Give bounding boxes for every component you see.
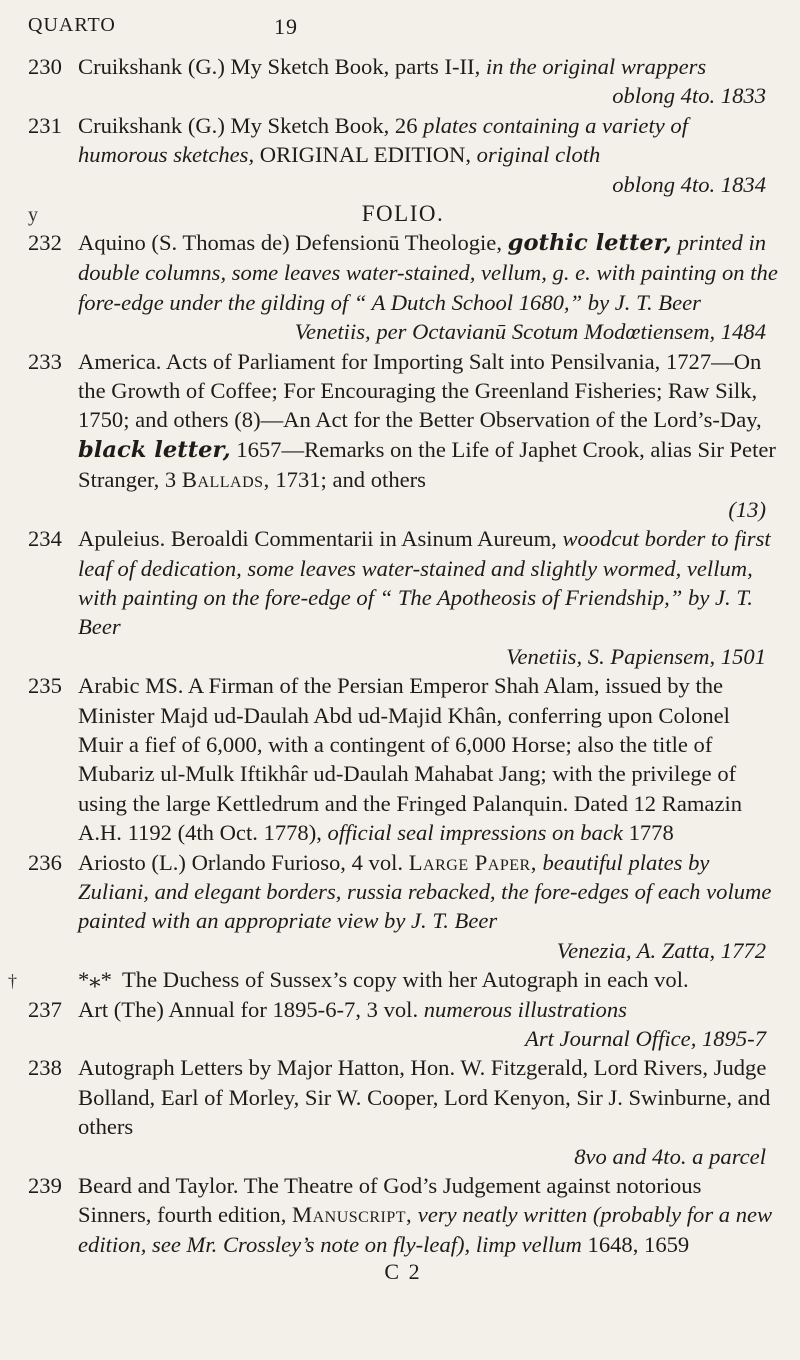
- entry-imprint: (13): [728, 496, 766, 522]
- entry-description: [78, 1171, 778, 1259]
- lot-number: 233: [28, 348, 62, 374]
- entry-imprint: Venezia, A. Zatta, 1772: [556, 937, 766, 963]
- entry-text-run: original cloth: [476, 142, 601, 168]
- catalogue-entry: [28, 848, 778, 966]
- entry-text-run: Cruikshank (G.) My Sketch Book, parts I-II,: [78, 54, 486, 79]
- catalogue-entry: [28, 524, 778, 671]
- note-text: The Duchess of Sussex’s copy with her Autograph in each vol.: [122, 967, 689, 993]
- entry-text-run: numerous illustrations: [423, 996, 627, 1022]
- catalogue-entry: [28, 995, 778, 1054]
- catalogue-entry: [28, 1053, 778, 1171]
- signature-mark: C 2: [384, 1259, 422, 1285]
- entry-text-run: 1648, 1659: [581, 1231, 690, 1257]
- entry-text-run: Arabic MS. A Firman of the Persian Emperor Shah Alam, issued by the Minister Majd ud-Daulah Abd ud-Majid Khân, conferring upon Colonel Muir a fief of 6,000, with a contingent of 6,000 Horse; also the title of Mubariz ul-Mulk Iftikhâr ud-Daulah Mahabat Jang; with the privilege of using the large Kettledrum and the Fringed Palanquin. Dated 12 Ramazin A.H. 1192 (4th Oct. 1778),: [78, 673, 743, 846]
- entry-text-run: 1778: [622, 820, 674, 846]
- entry-text-run: Ariosto (L.) Orlando Furioso, 4 vol.: [78, 849, 409, 875]
- entry-description: [78, 347, 778, 495]
- running-header: [28, 14, 772, 50]
- entry-description: [78, 228, 778, 317]
- entry-description: [78, 524, 778, 642]
- entry-description: [78, 1053, 778, 1141]
- entry-text-run: 1657—Remarks on the Life of Japhet Crook, alias Sir Peter Stranger, 3: [78, 436, 776, 493]
- lot-number: 235: [28, 673, 62, 699]
- page-number: 19: [274, 14, 298, 39]
- entries-list: [8, 52, 778, 1285]
- section-heading-folio: [28, 199, 778, 228]
- entry-description: [78, 111, 778, 170]
- catalogue-entry: [28, 111, 778, 199]
- entry-text-run: plates containing a variety of humorous sketches,: [78, 112, 688, 168]
- section-title: FOLIO.: [361, 201, 445, 227]
- entry-text-run: Autograph Letters by Major Hatton, Hon. W. Fitzgerald, Lord Rivers, Judge Bolland, Earl of Morley, Sir W. Cooper, Lord Kenyon, Sir J. Swinburne, and others: [78, 1055, 771, 1140]
- entry-text-run: printed in double columns, some leaves water-stained, vellum, g. e. with painting on the fore-edge under the gilding of “ A Dutch School 1680,” by J. T. Beer: [78, 230, 778, 315]
- asterism: *⁎*: [78, 967, 112, 993]
- entry-text-run: beautiful plates by Zuliani, and elegant borders, russia rebacked, the fore-edges of each volume painted with an appropriate view by J. T. Beer: [78, 849, 772, 934]
- entry-text-run: gothic letter,: [507, 230, 672, 257]
- catalogue-entry: [28, 671, 778, 847]
- entry-text-run: ORIGINAL EDITION,: [254, 142, 477, 168]
- catalogue-entry: [28, 1171, 778, 1259]
- lot-number: 237: [28, 996, 62, 1022]
- entry-text-run: Ballads,: [181, 467, 270, 493]
- catalogue-entry: [28, 228, 778, 347]
- entry-text-run: Manuscript,: [292, 1202, 413, 1228]
- lot-number: 232: [28, 230, 62, 256]
- entry-description: [78, 671, 778, 847]
- lot-number: 234: [28, 526, 62, 552]
- entry-text-run: Art (The) Annual for 1895-6-7, 3 vol.: [78, 996, 424, 1022]
- margin-mark: y: [28, 204, 40, 227]
- entry-imprint: oblong 4to. 1834: [612, 171, 766, 197]
- entry-text-run: 1731; and others: [269, 467, 426, 493]
- catalogue-entry: [28, 52, 778, 111]
- catalogue-entry: [28, 347, 778, 524]
- entry-text-run: Apuleius. Beroaldi Commentarii in Asinum Aureum,: [78, 526, 563, 552]
- entry-text-run: Beard and Taylor. The Theatre of God’s Judgement against notorious Sinners, fourth edition,: [78, 1173, 702, 1228]
- entry-imprint: oblong 4to. 1833: [612, 83, 766, 109]
- margin-mark-2: †: [8, 971, 17, 992]
- provenance-note: [8, 965, 778, 994]
- entry-text-run: black letter,: [78, 436, 231, 463]
- entry-description: [78, 52, 778, 81]
- entry-description: [78, 995, 778, 1024]
- entry-text-run: Cruikshank (G.) My Sketch Book, 26: [78, 112, 424, 138]
- lot-number: 230: [28, 54, 62, 79]
- entry-text-run: in the original wrappers: [485, 54, 707, 79]
- entry-description: [78, 848, 778, 936]
- lot-number: 231: [28, 112, 62, 138]
- running-title: QUARTO: [28, 14, 116, 36]
- entry-imprint: Venetiis, per Octavianū Scotum Modœtiensem, 1484: [294, 319, 766, 345]
- entry-imprint: 8vo and 4to. a parcel: [574, 1143, 766, 1169]
- entry-text-run: Aquino (S. Thomas de) Defensionū Theologie,: [78, 230, 508, 256]
- lot-number: 238: [28, 1055, 62, 1081]
- entry-text-run: very neatly written (probably for a new edition, see Mr. Crossley’s note on fly-leaf), limp vellum: [78, 1202, 773, 1257]
- entry-text-run: Large Paper,: [408, 849, 537, 875]
- entry-text-run: woodcut border to first leaf of dedication, some leaves water-stained and slightly wormed, vellum, with painting on the fore-edge of “ The Apotheosis of Friendship,” by J. T. Beer: [78, 526, 771, 640]
- lot-number: 236: [28, 849, 62, 875]
- entry-imprint: Art Journal Office, 1895-7: [525, 1026, 766, 1051]
- lot-number: 239: [28, 1173, 62, 1199]
- entry-text-run: official seal impressions on back: [327, 820, 623, 846]
- entry-imprint: Venetiis, S. Papiensem, 1501: [506, 643, 766, 669]
- entry-text-run: America. Acts of Parliament for Importing Salt into Pensilvania, 1727—On the Growth of Coffee; For Encouraging the Greenland Fisheries; Raw Silk, 1750; and others (8)—An Act for the Better Observation of the Lord’s-Day,: [78, 348, 762, 433]
